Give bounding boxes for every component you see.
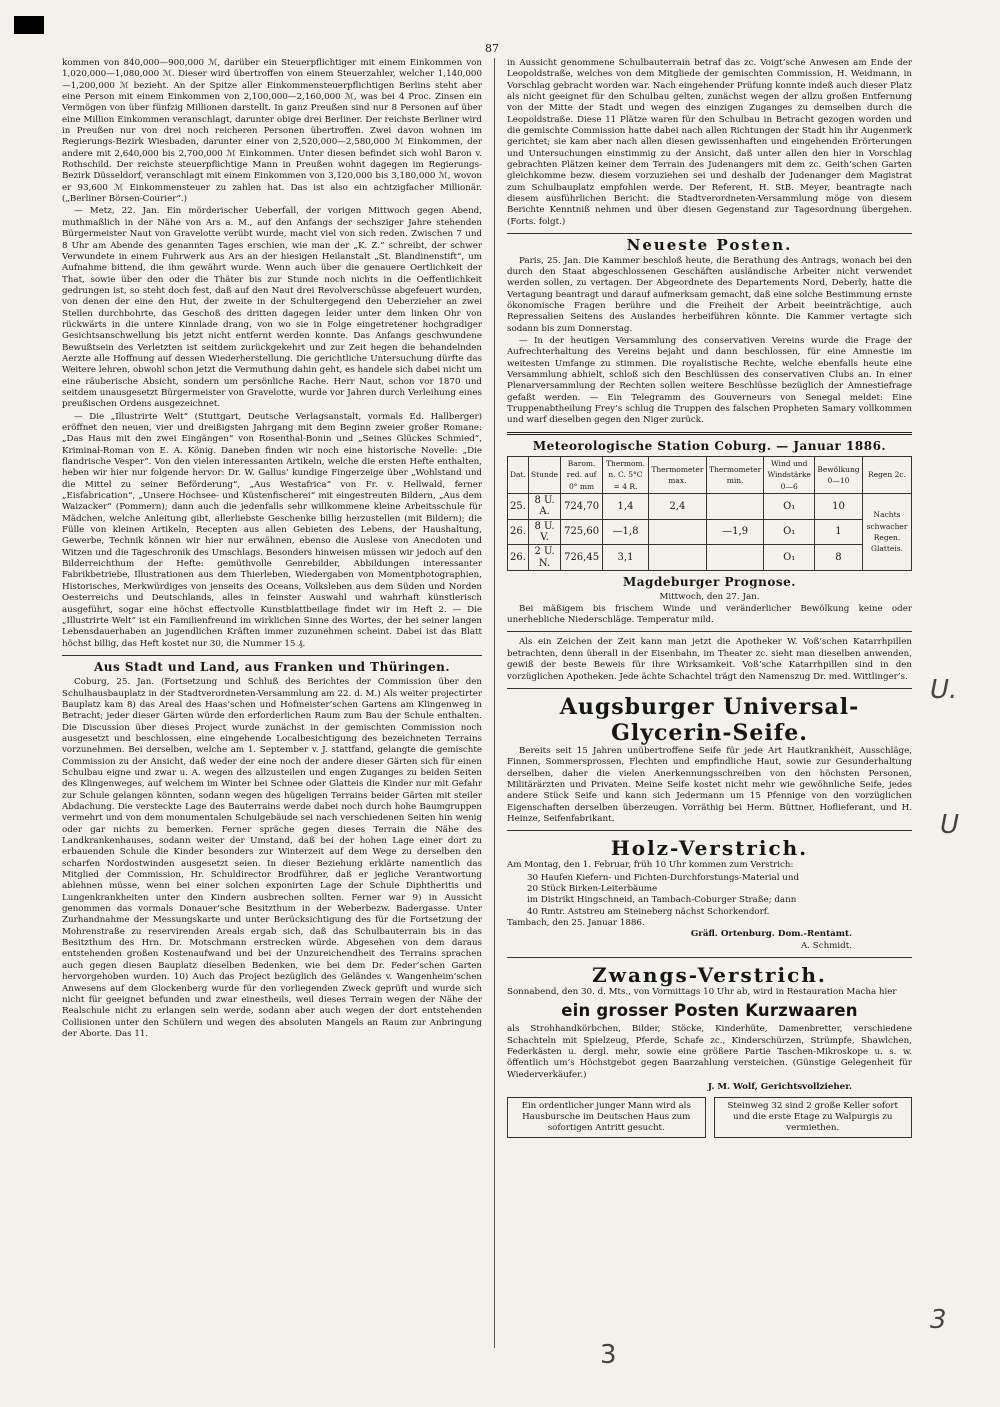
cell-barometer: 725,60: [561, 519, 603, 545]
section-rule: [507, 830, 912, 831]
ad-holz-sign: A. Schmidt.: [800, 940, 852, 951]
ad-holz-office: Gräfl. Ortenburg. Dom.-Rentamt.: [690, 929, 852, 940]
cell-cloud: 8: [814, 545, 862, 571]
bottom-note: 3: [600, 1340, 617, 1370]
table-row: [508, 519, 912, 545]
col-header: Thermometer min.: [706, 457, 764, 494]
ad-zwangs-verstrich-title: Zwangs-Verstrich.: [592, 963, 827, 987]
right-column: [507, 58, 912, 1138]
table-row: [508, 494, 912, 520]
left-column: [62, 58, 482, 1041]
cell-min: [706, 494, 764, 520]
cell-barometer: 724,70: [561, 494, 603, 520]
margin-note: 3: [930, 1305, 947, 1335]
section-head-stadt-land: Aus Stadt und Land, aus Franken und Thüringen.: [93, 659, 451, 674]
cell-cloud: 1: [814, 519, 862, 545]
col-header: Bewölkung 0—10: [814, 457, 862, 494]
table-row: [508, 545, 912, 571]
ad-zwangs-intro: Sonnabend, den 30. d. Mts., von Vormittags 10 Uhr ab, wird in Restauration Macha hier: [507, 987, 897, 997]
article-illustrirte-welt: — Die „Illustrirte Welt“ (Stuttgart, Deutsche Verlagsanstalt, vormals Ed. Hallberger) eröffnet den neuen, vier und dreißigsten Jahrgang mit dem Beginn zweier großer Romane: „Das Haus mit den zwei Eingängen“ von Rosenthal-Bonin und „Seines Glückes Schmied“, Kriminal-Roman von E. A. König. Daneben finden wir noch eine historische Novelle: „Die flandrische Vesper“. Von den vielen interessanten Artikeln, welche die ersten Hefte enthalten, heben wir hier nur folgende hervor: Dr. W. Gallus’ kundige Fingerzeige über „Wohlstand und die Mittel zu seiner Beförderung“, „Aus Westafrica“ von Fr. v. Hellwald, ferner „Eisfabrication“, „Unsere Hochsee- und Küstenfischerei“ mit eingestreuten Bildern, „Aus dem Waizacker“ (Pommern); dann auch die jedenfalls sehr willkommene kleine Arbeitsschule für Mädchen, welche Anleitung gibt, allerliebste Geschenke billig herzustellen (mit Bildern); die Fülle von kleinen Artikeln, Recepten aus allen Gebieten des Lebens, der Haushaltung, Gewerbe, Technik können wir hier nur erwähnen, ebenso die Auslese von Anecdoten und Witzen und die Tageschronik des Umschlags. Besonders hinweisen müssen wir jedoch auf den Bilderreichthum der Hefte: gemüthvolle Genrebilder, Abbildungen interessanter Fabrikbetriebe, Illustrationen aus dem Thierleben, Wiedergaben von Momentphotographien, Historisches, Merkwürdiges von jenseits des Oceans, Volksleben aus dem Süden und Norden Oesterreichs und Deutschlands, alles in feinster Auswahl und wahrhaft künstlerisch ausgeführt, sogar eine höchst effectvolle Kunstblattbeilage findet wir im Heft 2. — Die „Illustrirte Welt“ ist ein Familienfreund im wirklichen Sinne des Wortes, der bei seiner langen Lebensdauerhaben an jugendlichen Kräften immer zuzunehmen scheint. Dabei ist das Blatt höchst billig, das Heft kostet nur 30, die Nummer 15 ₰.: [62, 411, 482, 649]
ad-keller: Steinweg 32 sind 2 große Keller sofort und die erste Etage zu Walpurgis zu vermiethen.: [714, 1097, 913, 1138]
cell-thermometer: —1,8: [602, 519, 648, 545]
cell-time: 8 U. V.: [528, 519, 560, 545]
section-rule: [507, 233, 912, 234]
list-item: 30 Haufen Kiefern- und Fichten-Durchforstungs-Material und: [527, 872, 800, 883]
ad-katarrhpillen: Als ein Zeichen der Zeit kann man jetzt die Apotheker W. Voß’schen Katarrhpillen betrachten, denn überall in der Eisenbahn, im Theater zc. sieht man dieselben anwenden, gewiß der beste Beweis für ihre Wirksamkeit. Voß’sche Katarrhpillen sind in den vorzüglichen Apotheken. Jede ächte Schachtel trägt den Namenszug Dr. med. Wittlinger’s.: [507, 637, 912, 682]
cell-min: [706, 545, 764, 571]
cell-thermometer: 1,4: [602, 494, 648, 520]
ad-holz-intro: Am Montag, den 1. Februar, früh 10 Uhr kommen zum Verstrich:: [507, 860, 794, 871]
weather-table-header: [508, 457, 912, 494]
cell-max: [649, 519, 707, 545]
met-station-title: Meteorologische Station Coburg. — Januar 1886.: [532, 438, 887, 453]
section-rule: [507, 957, 912, 958]
column-divider: [494, 58, 495, 1348]
article-paris: Paris, 25. Jan. Die Kammer beschloß heute, die Berathung des Antrags, wonach bei den durch den Staat abgeschlossenen Geschäften ausländische Arbeiter nicht verwendet werden sollen, zu vertagen. Der Abgeordnete des Departements Nord, Deberly, hatte die Vertagung beantragt und darauf aufmerksam gemacht, daß eine solche Bestimmung ernste ökonomische Fragen berühre und die Freiheit der Arbeit beeinträchtige, auch Repressalien Seitens des Auslandes herbeiführen könnte. Die Kammer vertagte sich sodann bis zum Donnerstag.: [507, 255, 912, 334]
ad-holz-place: Tambach, den 25. Januar 1886.: [507, 917, 645, 928]
ad-kurzwaaren-banner: ein grosser Posten Kurzwaaren: [561, 1001, 858, 1021]
small-ads: [507, 1097, 912, 1138]
prognose-title: Magdeburger Prognose.: [623, 575, 796, 590]
ad-zwangs-text: als Strohhandkörbchen, Bilder, Stöcke, Kinderhüte, Damenbretter, verschiedene Schachteln mit Spielzeug, Pferde, Schafe zc., Kinderschürzen, Strümpfe, Shawlchen, Federkästen u. dergl. mehr, sowie eine größere Partie Taschen-Mikroskope u. s. w. öffentlich um’s Höchstgebot gegen Baarzahlung versteichen. (Günstige Gelegenheit für Wiederverkäufer.): [507, 1024, 912, 1080]
cell-time: 2 U. N.: [528, 545, 560, 571]
cell-date: 26.: [508, 519, 529, 545]
list-item: im Distrikt Hingschneid, an Tambach-Coburger Straße; dann: [527, 895, 797, 906]
section-head-neueste-posten: Neueste Posten.: [626, 236, 793, 255]
list-item: 40 Rmtr. Aststreu am Steineberg nächst Schorkendorf.: [527, 906, 770, 917]
article-income-stats: kommen von 840,000—900,000 ℳ, darüber ein Steuerpflichtiger mit einem Einkommen von 1,020,000—1,080,000 ℳ. Dieser wird übertroffen von einem Steuerzahler, welcher 1,140,000—1,200,000 ℳ bezieht. An der Spitze aller Einkommensteuerpflichtigen Berlins steht aber eine Person mit einem Einkommen von 2,100,000—2,160,000 ℳ, was bei 4 Proc. Zinsen ein Vermögen von über fünfzig Millionen darstellt. In ganz Preußen sind nur 8 Personen auf über eine Million Einkommen veranschlagt, darunter obige drei Berliner. Der reichste Berliner wird in Preußen nur von drei noch reicheren Personen übertroffen. Zwei davon wohnen im Regierungs-Bezirk Wiesbaden, darunter einer von 2,520,000—2,580,000 ℳ Einkommen, der andere mit 2,640,000 bis 2,700,000 ℳ Einkommen. Unter diesen befindet sich wohl Baron v. Rothschild. Der reichste steuerpflichtige Mann in Preußen wohnt dagegen im Regierungs-Bezirk Düsseldorf, veranschlagt mit einem Einkommen von 3,120,000 bis 3,180,000 ℳ, wovon er 93,600 ℳ Einkommensteuer zu zahlen hat. Das ist also ein achtzigfacher Millionär. („Berliner Börsen-Courier“.): [62, 58, 482, 205]
section-rule: [507, 631, 912, 632]
cell-wind: O₁: [764, 545, 814, 571]
article-conservative: — In der heutigen Versammlung des conservativen Vereins wurde die Frage der Aufrechterhaltung des Vereins bejaht und dann beschlossen, für eine Amnestie im weitesten Umfange zu stimmen. Die royalistische Rechte, welche ebenfalls heute eine Versammlung abhielt, schloß sich den Beschlüssen des conservativen Clubs an. In einer Plenarversammlung der Rechten sollen weitere Beschlüsse bezüglich der Amnestiefrage gefaßt werden. — Ein Telegramm des Gouverneurs von Senegal meldet: Eine Truppenabtheilung Frey’s schlug die Truppen des falschen Propheten Samary vollkommen und warf dieselben gegen den Niger zurück.: [507, 335, 912, 426]
article-coburg-continued: in Aussicht genommene Schulbauterrain betraf das zc. Voigt’sche Anwesen am Ende der Leopoldstraße, welches von dem Mitgliede der gemischten Commission, H. Weidmann, in Vorschlag gebracht worden war. Nach eingehender Prüfung konnte indeß auch dieser Platz als nicht geeignet für den Schulbau gelten, zunächst wegen der allzu großen Entfernung von der Mitte der Stadt und wegen des einzigen Zuganges zu demselben durch die Leopoldstraße. Diese 11 Plätze waren für den Schulbau in Betracht gezogen worden und die gemischte Commission hatte dabei nach allen Richtungen der Stadt hin ihr Augenmerk gerichtet; sie kam aber nach allen diesen gewissenhaften und eingehenden Erörterungen und Untersuchungen einstimmig zu der Ansicht, daß unter allen den hier in Vorschlag gebrachten Plätzen keiner dem Terrain des Judenangers mit dem zc. Geith’schen Garten gleichkomme bezw. diesem vorzuziehen sei und deshalb der Judenanger dem Magistrat zum Schulbauplatz empfohlen werde. Der Referent, H. StB. Meyer, beantragte nach diesem ausführlichen Bericht: die Stadtverordneten-Versammlung möge von diesem Berichte Kenntniß nehmen und über diesen Gegenstand zur Tagesordnung übergehen. (Forts. folgt.): [507, 58, 912, 227]
prognose-text: Bei mäßigem bis frischem Winde und veränderlicher Bewölkung keine oder unerhebliche Niederschläge. Temperatur mild.: [507, 603, 912, 626]
cell-min: —1,9: [706, 519, 764, 545]
cell-max: 2,4: [649, 494, 707, 520]
col-header: Thermom. n. C. 5°C = 4 R.: [602, 457, 648, 494]
col-header: Regen 2c.: [863, 457, 912, 494]
col-header: Wind und Windstärke 0—6: [764, 457, 814, 494]
ad-holz-verstrich-title: Holz-Verstrich.: [610, 836, 809, 861]
section-rule: [62, 655, 482, 656]
cell-remark: Nachts schwacher Regen. Glatteis.: [863, 494, 912, 571]
col-header: Barom. red. auf 0° mm: [561, 457, 603, 494]
list-item: 20 Stück Birken-Leiterbäume: [527, 883, 658, 894]
cell-wind: O₁: [764, 519, 814, 545]
section-rule: [507, 688, 912, 689]
margin-note: U: [940, 810, 960, 840]
cell-barometer: 726,45: [561, 545, 603, 571]
weather-table: [507, 456, 912, 571]
article-coburg: Coburg, 25. Jan. (Fortsetzung und Schluß des Berichtes der Commission über den Schulhausbauplatz in der Stadtverordneten-Versammlung am 22. d. M.) Als weiter projectirter Bauplatz kam 8) das Areal des Haas’schen und Hofmeister’schen Gartens am Klingenweg in Betracht; jeder dieser Gärten würde den erforderlichen Raum zum Bau der Schule enthalten. Die Discussion über dieses Project wurde zunächst in der gemischten Commission noch ausgesetzt und beschlossen, eine eingehende Localbesichtigung des bezeichneten Terrains vorzunehmen. Bei derselben, welche am 1. September v. J. stattfand, gelangte die gemischte Commission zu der Ansicht, daß weder der eine noch der andere dieser Gärten sich für einen Schulbau eigne und zwar u. A. wegen des allzusteilen und engen Zuganges zu beiden Seiten des Klingenweges, auf welchem im Winter bei Schnee oder Glatteis die Kinder nur mit Gefahr zur Schule gelangen könnten, sodann wegen des hügeligen Terrains beider Gärten mit steiler Abdachung. Die versteckte Lage des Bauterrains werde dabei noch durch hohe Baumgruppen vermehrt und von dem monumentalen Schulgebäude sei nach verschiedenen Seiten hin wenig oder gar nichts zu bemerken. Ferner spräche gegen dieses Terrain die Nähe des Landkrankenhauses, sodann weiter der Umstand, daß bei der hohen Lage einer dort zu erbauenden Schule die Kinder besonders zur Winterzeit auf dem Wege zu derselben den scharfen Nordostwinden ausgesetzt seien. In dieser Beziehung erklärte namentlich das Mitglied der Commission, Hr. Schuldirector Brodführer, daß er jegliche Verantwortung ablehnen müsse, wenn bei einer solchen exponirten Lage der Schule Diphtheritis und Lungenkrankheiten unter den Kindern ausbrechen sollten. Ferner war 9) in Aussicht genommen das vormals Donauer’sche Besitzthum in der Weberbezw. Badergasse. Unter Zurhandnahme der Messungskarte und unter Berücksichtigung des für die Fortsetzung der Mohrenstraße zu reservirenden Areals ergab sich, daß das Schulbauterrain bis in das Besitzthum des Hrn. Dr. Motschmann erstrecken würde. Abgesehen von dem daraus entstehenden großen Kostenaufwand und bei der Unzureichendheit des Terrains sprachen auch gegen diesen Bauplatz dieselben Bedenken, wie bei dem Dr. Feder’schen Garten hervorgehoben wurden. 10) Auch das Project bezüglich des Geländes v. Wangenheim’schen Anwesens auf dem Glockenberg wurde für den vorliegenden Zweck geprüft und wurde sich nicht für geeignet befunden und zwar einestheils, weil dieses Terrain wegen der Nähe der Realschule nicht zu erlangen sein werde, sodann aber auch wegen der dort entstehenden Collisionen unter den Schülern und wegen des absoluten Mangels an Raum zur Anbringung der Aborte. Das 11.: [62, 677, 482, 1039]
cell-date: 25.: [508, 494, 529, 520]
article-metz: — Metz, 22. Jan. Ein mörderischer Ueberfall, der vorigen Mittwoch gegen Abend, muthmaßlich in der Nähe von Ars a. M., auf den Anfangs der sechsziger Jahre stehenden Bürgermeister Naut von Gravelotte verübt wurde, macht viel von sich reden. Zwischen 7 und 8 Uhr am Abende des genannten Tages erschien, wie man der „K. Z.“ schreibt, der schwer Verwundete in einem Fuhrwerk aus Ars an der hiesigen Heilanstalt „St. Blandinenstift“, um Aufnahme bittend, die ihm gewährt wurde. Wenn auch über die genauere Oertlichkeit der That, sowie über den oder die Thäter bis zur Stunde noch nichts in die Oeffentlichkeit gedrungen ist, so steht doch fest, daß auf den Naut drei Revolverschüsse abgefeuert wurden, von denen der eine den Hut, der zweite in der Schultergegend den Ueberzieher an zwei Stellen durchbohrte, das Geschoß des dritten dagegen leider unter dem linken Ohr von rückwärts in die untere Kinnlade drang, von wo sie in Folge eingetretener hochgradiger Gesichtsanschwellung bis jetzt nicht entfernt werden konnte. Das Anfangs geschwundene Bewußtsein des Verletzten ist seitdem zurückgekehrt und zur Zeit hegen die behandelnden Aerzte alle Hoffnung auf dessen Wiederherstellung. Die gerichtliche Untersuchung dürfte das Weitere lehren, obwohl schon jetzt die Vermuthung dahin geht, es handele sich dabei nicht um eine räuberische Absicht, sondern um persönliche Rache. Herr Naut, schon vor 1870 und seitdem unausgesetzt Bürgermeister von Gravelotte, wurde vor Jahren durch Verleihung eines preußischen Ordens ausgezeichnet.: [62, 206, 482, 410]
cell-time: 8 U. A.: [528, 494, 560, 520]
ad-holz-items: [507, 873, 912, 918]
col-header: Dat.: [508, 457, 529, 494]
cell-wind: O₁: [764, 494, 814, 520]
prognose-date: Mittwoch, den 27. Jan.: [659, 592, 760, 603]
cell-cloud: 10: [814, 494, 862, 520]
ad-zwangs-sign: J. M. Wolf, Gerichtsvollzieher.: [707, 1082, 852, 1093]
margin-note: U.: [930, 675, 958, 705]
cell-max: [649, 545, 707, 571]
corner-mark: [14, 16, 44, 34]
cell-date: 26.: [508, 545, 529, 571]
col-header: Stunde: [528, 457, 560, 494]
col-header: Thermometer max.: [649, 457, 707, 494]
cell-thermometer: 3,1: [602, 545, 648, 571]
ad-glycerin-seife-title: Augsburger Universal-Glycerin-Seife.: [559, 693, 860, 746]
ad-glycerin-seife-text: Bereits seit 15 Jahren unübertroffene Seife für jede Art Hautkrankheit, Ausschläge, Finnen, Sommersprossen, Flechten und empfindliche Haut, sowie zur Gesunderhaltung derselben, daher die vielen Anerkennungsschreiben von den höchsten Personen, Militärärzten und Privaten. Meine Seife kostet nicht mehr wie gewöhnliche Seife, jedes andere Stück Seife und kann sich Jedermann um 15 Pfennige von den vorzüglichen Eigenschaften derselben überzeugen. Vorräthig bei Herm. Büttner, Hoflieferant, und H. Heinze, Seifenfabrikant.: [507, 745, 912, 824]
page-number: 87: [485, 42, 499, 55]
ad-hausbursche: Ein ordentlicher junger Mann wird als Hausbursche im Deutschen Haus zum sofortigen Antritt gesucht.: [507, 1097, 706, 1138]
section-rule: [507, 432, 912, 435]
